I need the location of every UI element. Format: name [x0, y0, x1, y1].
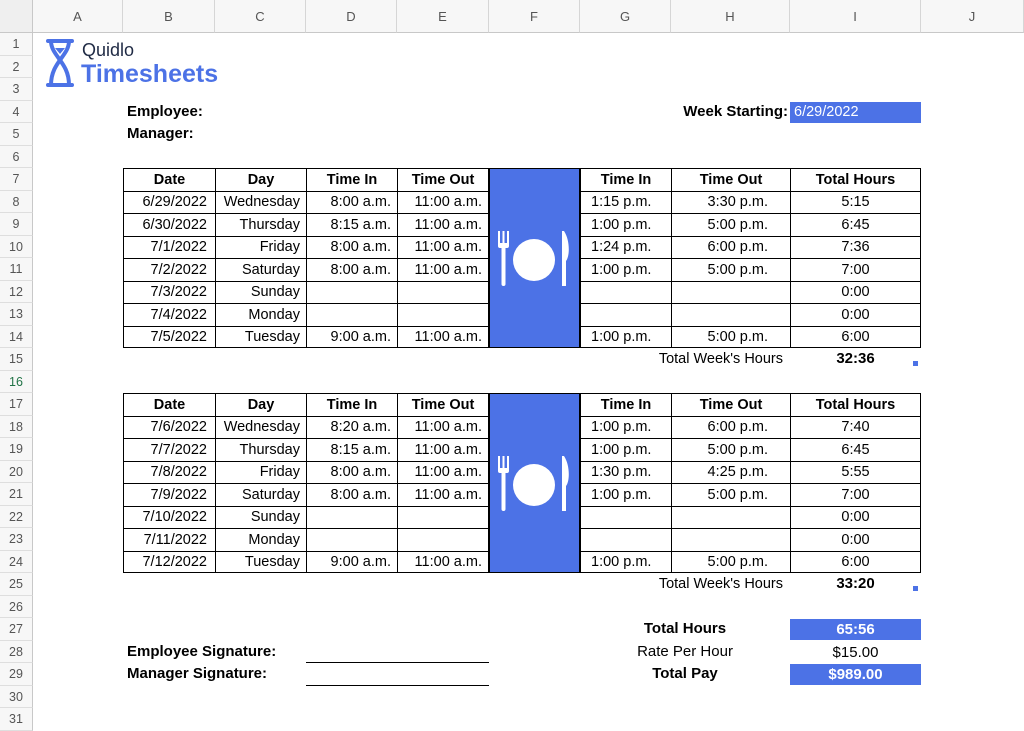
- week2-cell[interactable]: 1:00 p.m.: [580, 551, 671, 574]
- week2-cell: 6:45: [790, 438, 921, 461]
- week1-cell[interactable]: 8:15 a.m.: [306, 213, 397, 236]
- row-header-15[interactable]: 15: [0, 348, 33, 371]
- fill-handle[interactable]: [913, 361, 918, 366]
- week2-cell: 7:00: [790, 483, 921, 506]
- week2-cell[interactable]: [397, 506, 489, 529]
- total-hours-label: Total Hours: [643, 620, 727, 637]
- week-starting-label: Week Starting:: [683, 102, 788, 120]
- row-header-4[interactable]: 4: [0, 101, 33, 124]
- week1-cell[interactable]: 1:15 p.m.: [580, 191, 671, 214]
- week1-cell[interactable]: Monday: [215, 303, 306, 326]
- row-header-20[interactable]: 20: [0, 461, 33, 484]
- week1-cell[interactable]: [306, 281, 397, 304]
- week2-header-time-in: Time In: [580, 393, 671, 416]
- week1-cell: 5:15: [790, 191, 921, 214]
- week1-cell[interactable]: Sunday: [215, 281, 306, 304]
- week2-cell[interactable]: 7/11/2022: [123, 528, 215, 551]
- week1-cell[interactable]: 1:00 p.m.: [580, 326, 671, 349]
- week1-cell[interactable]: [306, 303, 397, 326]
- week1-cell[interactable]: [397, 303, 489, 326]
- row-header-9[interactable]: 9: [0, 213, 33, 236]
- week1-header-total-hours: Total Hours: [790, 168, 921, 191]
- week1-cell[interactable]: Tuesday: [215, 326, 306, 349]
- week1-cell[interactable]: 1:24 p.m.: [580, 236, 671, 259]
- week1-cell[interactable]: 7/2/2022: [123, 258, 215, 281]
- column-header-b[interactable]: B: [123, 0, 215, 33]
- week2-cell[interactable]: [671, 528, 790, 551]
- week2-header-time-in: Time In: [306, 393, 397, 416]
- week2-cell[interactable]: 6:00 p.m.: [671, 416, 790, 439]
- logo-product: Timesheets: [81, 60, 219, 88]
- week1-cell[interactable]: [671, 303, 790, 326]
- week1-cell: 0:00: [790, 303, 921, 326]
- week2-cell[interactable]: 1:00 p.m.: [580, 438, 671, 461]
- week1-cell[interactable]: 5:00 p.m.: [671, 258, 790, 281]
- week2-cell[interactable]: 11:00 a.m.: [397, 416, 489, 439]
- week2-cell[interactable]: Friday: [215, 461, 306, 484]
- week1-cell[interactable]: 11:00 a.m.: [397, 236, 489, 259]
- week1-cell: 7:00: [790, 258, 921, 281]
- week2-cell[interactable]: [306, 528, 397, 551]
- week1-cell[interactable]: Friday: [215, 236, 306, 259]
- week2-cell[interactable]: 1:00 p.m.: [580, 483, 671, 506]
- manager-signature-label: Manager Signature:: [127, 665, 268, 682]
- week1-cell[interactable]: 11:00 a.m.: [397, 258, 489, 281]
- week1-cell[interactable]: 7/1/2022: [123, 236, 215, 259]
- row-header-6[interactable]: 6: [0, 146, 33, 169]
- week2-cell[interactable]: 5:00 p.m.: [671, 551, 790, 574]
- row-header-16[interactable]: 16: [0, 371, 33, 394]
- week1-header-day: Day: [215, 168, 306, 191]
- week1-header-time-out: Time Out: [397, 168, 489, 191]
- week1-cell[interactable]: [397, 281, 489, 304]
- column-header-h[interactable]: H: [671, 0, 790, 33]
- fork-plate-knife-icon: [494, 228, 574, 288]
- week1-cell[interactable]: Saturday: [215, 258, 306, 281]
- employee-signature-line[interactable]: [306, 662, 489, 663]
- row-header-26[interactable]: 26: [0, 596, 33, 619]
- week2-cell[interactable]: 7/6/2022: [123, 416, 215, 439]
- week2-cell: 6:00: [790, 551, 921, 574]
- week2-cell[interactable]: 11:00 a.m.: [397, 438, 489, 461]
- week2-cell[interactable]: 7/10/2022: [123, 506, 215, 529]
- week2-cell: 7:40: [790, 416, 921, 439]
- week1-cell[interactable]: 5:00 p.m.: [671, 326, 790, 349]
- row-header-18[interactable]: 18: [0, 416, 33, 439]
- column-header-i[interactable]: I: [790, 0, 921, 33]
- week1-cell[interactable]: 11:00 a.m.: [397, 213, 489, 236]
- week2-cell[interactable]: Wednesday: [215, 416, 306, 439]
- week2-header-total-hours: Total Hours: [790, 393, 921, 416]
- week1-cell[interactable]: 7/4/2022: [123, 303, 215, 326]
- week2-cell: 0:00: [790, 506, 921, 529]
- week2-cell[interactable]: 8:15 a.m.: [306, 438, 397, 461]
- week2-cell[interactable]: Saturday: [215, 483, 306, 506]
- row-header-22[interactable]: 22: [0, 506, 33, 529]
- column-header-c[interactable]: C: [215, 0, 306, 33]
- week2-cell: 0:00: [790, 528, 921, 551]
- row-header-30[interactable]: 30: [0, 686, 33, 709]
- week1-header-date: Date: [123, 168, 215, 191]
- week2-cell[interactable]: Thursday: [215, 438, 306, 461]
- week1-cell[interactable]: 9:00 a.m.: [306, 326, 397, 349]
- week2-cell[interactable]: 4:25 p.m.: [671, 461, 790, 484]
- row-header-2[interactable]: 2: [0, 56, 33, 79]
- week-total-value: 32:36: [836, 350, 875, 367]
- row-header-28[interactable]: 28: [0, 641, 33, 664]
- week2-cell[interactable]: [580, 506, 671, 529]
- week2-cell[interactable]: 1:30 p.m.: [580, 461, 671, 484]
- week2-cell[interactable]: 7/7/2022: [123, 438, 215, 461]
- row-header-25[interactable]: 25: [0, 573, 33, 596]
- row-header-3[interactable]: 3: [0, 78, 33, 101]
- fill-handle[interactable]: [913, 586, 918, 591]
- week1-cell: 0:00: [790, 281, 921, 304]
- week2-cell[interactable]: Sunday: [215, 506, 306, 529]
- row-header-29[interactable]: 29: [0, 663, 33, 686]
- week2-cell[interactable]: [580, 528, 671, 551]
- manager-signature-line[interactable]: [306, 685, 489, 686]
- week1-cell[interactable]: 6/29/2022: [123, 191, 215, 214]
- week2-cell[interactable]: 11:00 a.m.: [397, 483, 489, 506]
- week-starting-value[interactable]: 6/29/2022: [790, 102, 921, 123]
- row-header-7[interactable]: 7: [0, 168, 33, 191]
- row-header-12[interactable]: 12: [0, 281, 33, 304]
- column-header-e[interactable]: E: [397, 0, 489, 33]
- total-pay-value: $989.00: [790, 664, 921, 685]
- week1-cell[interactable]: 11:00 a.m.: [397, 191, 489, 214]
- week1-cell[interactable]: 3:30 p.m.: [671, 191, 790, 214]
- week1-cell[interactable]: [671, 281, 790, 304]
- week2-cell[interactable]: 8:20 a.m.: [306, 416, 397, 439]
- rate-per-hour-label: Rate Per Hour: [637, 642, 733, 660]
- week2-cell[interactable]: 8:00 a.m.: [306, 483, 397, 506]
- week1-cell[interactable]: Wednesday: [215, 191, 306, 214]
- row-header-1[interactable]: 1: [0, 33, 33, 56]
- week2-cell[interactable]: [397, 528, 489, 551]
- week2-cell[interactable]: 11:00 a.m.: [397, 461, 489, 484]
- week2-cell: 5:55: [790, 461, 921, 484]
- week2-header-time-out: Time Out: [397, 393, 489, 416]
- week2-cell[interactable]: 9:00 a.m.: [306, 551, 397, 574]
- row-header-5[interactable]: 5: [0, 123, 33, 146]
- week2-header-time-out: Time Out: [671, 393, 790, 416]
- total-pay-label: Total Pay: [652, 665, 718, 682]
- week-total-value: 33:20: [836, 575, 875, 592]
- row-header-11[interactable]: 11: [0, 258, 33, 281]
- row-header-10[interactable]: 10: [0, 236, 33, 259]
- column-header-d[interactable]: D: [306, 0, 397, 33]
- week1-cell: 6:00: [790, 326, 921, 349]
- hourglass-icon: [45, 38, 75, 88]
- manager-label: Manager:: [127, 125, 194, 142]
- week1-cell[interactable]: 8:00 a.m.: [306, 191, 397, 214]
- row-header-24[interactable]: 24: [0, 551, 33, 574]
- row-header-17[interactable]: 17: [0, 393, 33, 416]
- rate-per-hour-value: $15.00: [832, 643, 879, 661]
- row-header-19[interactable]: 19: [0, 438, 33, 461]
- column-header-f[interactable]: F: [489, 0, 580, 33]
- logo-brand: Quidlo: [82, 40, 135, 60]
- week2-cell[interactable]: [306, 506, 397, 529]
- week2-cell[interactable]: 8:00 a.m.: [306, 461, 397, 484]
- column-header-a[interactable]: A: [33, 0, 123, 33]
- week1-cell[interactable]: Thursday: [215, 213, 306, 236]
- week1-cell[interactable]: 1:00 p.m.: [580, 258, 671, 281]
- employee-signature-label: Employee Signature:: [127, 642, 277, 660]
- row-header-23[interactable]: 23: [0, 528, 33, 551]
- row-header-27[interactable]: 27: [0, 618, 33, 641]
- week1-header-time-in: Time In: [580, 168, 671, 191]
- week2-cell[interactable]: 11:00 a.m.: [397, 551, 489, 574]
- week1-cell[interactable]: 8:00 a.m.: [306, 236, 397, 259]
- week1-header-time-out: Time Out: [671, 168, 790, 191]
- week1-cell[interactable]: 11:00 a.m.: [397, 326, 489, 349]
- week2-header-date: Date: [123, 393, 215, 416]
- week2-cell[interactable]: Tuesday: [215, 551, 306, 574]
- week2-cell[interactable]: 5:00 p.m.: [671, 483, 790, 506]
- week1-cell[interactable]: [580, 303, 671, 326]
- week2-cell[interactable]: 1:00 p.m.: [580, 416, 671, 439]
- row-header-8[interactable]: 8: [0, 191, 33, 214]
- row-header-14[interactable]: 14: [0, 326, 33, 349]
- week2-header-day: Day: [215, 393, 306, 416]
- week1-cell[interactable]: 1:00 p.m.: [580, 213, 671, 236]
- week1-cell[interactable]: 8:00 a.m.: [306, 258, 397, 281]
- week2-cell[interactable]: 5:00 p.m.: [671, 438, 790, 461]
- week-total-label: Total Week's Hours: [658, 576, 783, 592]
- column-header-g[interactable]: G: [580, 0, 671, 33]
- week1-cell[interactable]: 6/30/2022: [123, 213, 215, 236]
- total-hours-value: 65:56: [790, 619, 921, 640]
- week2-cell[interactable]: 7/8/2022: [123, 461, 215, 484]
- week1-cell[interactable]: 5:00 p.m.: [671, 213, 790, 236]
- employee-label: Employee:: [127, 102, 203, 120]
- week2-cell[interactable]: 7/9/2022: [123, 483, 215, 506]
- week1-cell[interactable]: 6:00 p.m.: [671, 236, 790, 259]
- week2-cell[interactable]: [671, 506, 790, 529]
- week1-cell: 6:45: [790, 213, 921, 236]
- row-header-21[interactable]: 21: [0, 483, 33, 506]
- row-header-31[interactable]: 31: [0, 708, 33, 731]
- week1-header-time-in: Time In: [306, 168, 397, 191]
- week2-cell[interactable]: Monday: [215, 528, 306, 551]
- week1-cell[interactable]: 7/3/2022: [123, 281, 215, 304]
- fork-plate-knife-icon: [494, 453, 574, 513]
- week2-cell[interactable]: 7/12/2022: [123, 551, 215, 574]
- week1-cell[interactable]: 7/5/2022: [123, 326, 215, 349]
- week1-cell[interactable]: [580, 281, 671, 304]
- column-header-j[interactable]: J: [921, 0, 1024, 33]
- row-header-13[interactable]: 13: [0, 303, 33, 326]
- week1-cell: 7:36: [790, 236, 921, 259]
- select-all-corner[interactable]: [0, 0, 33, 33]
- week-total-label: Total Week's Hours: [658, 351, 783, 367]
